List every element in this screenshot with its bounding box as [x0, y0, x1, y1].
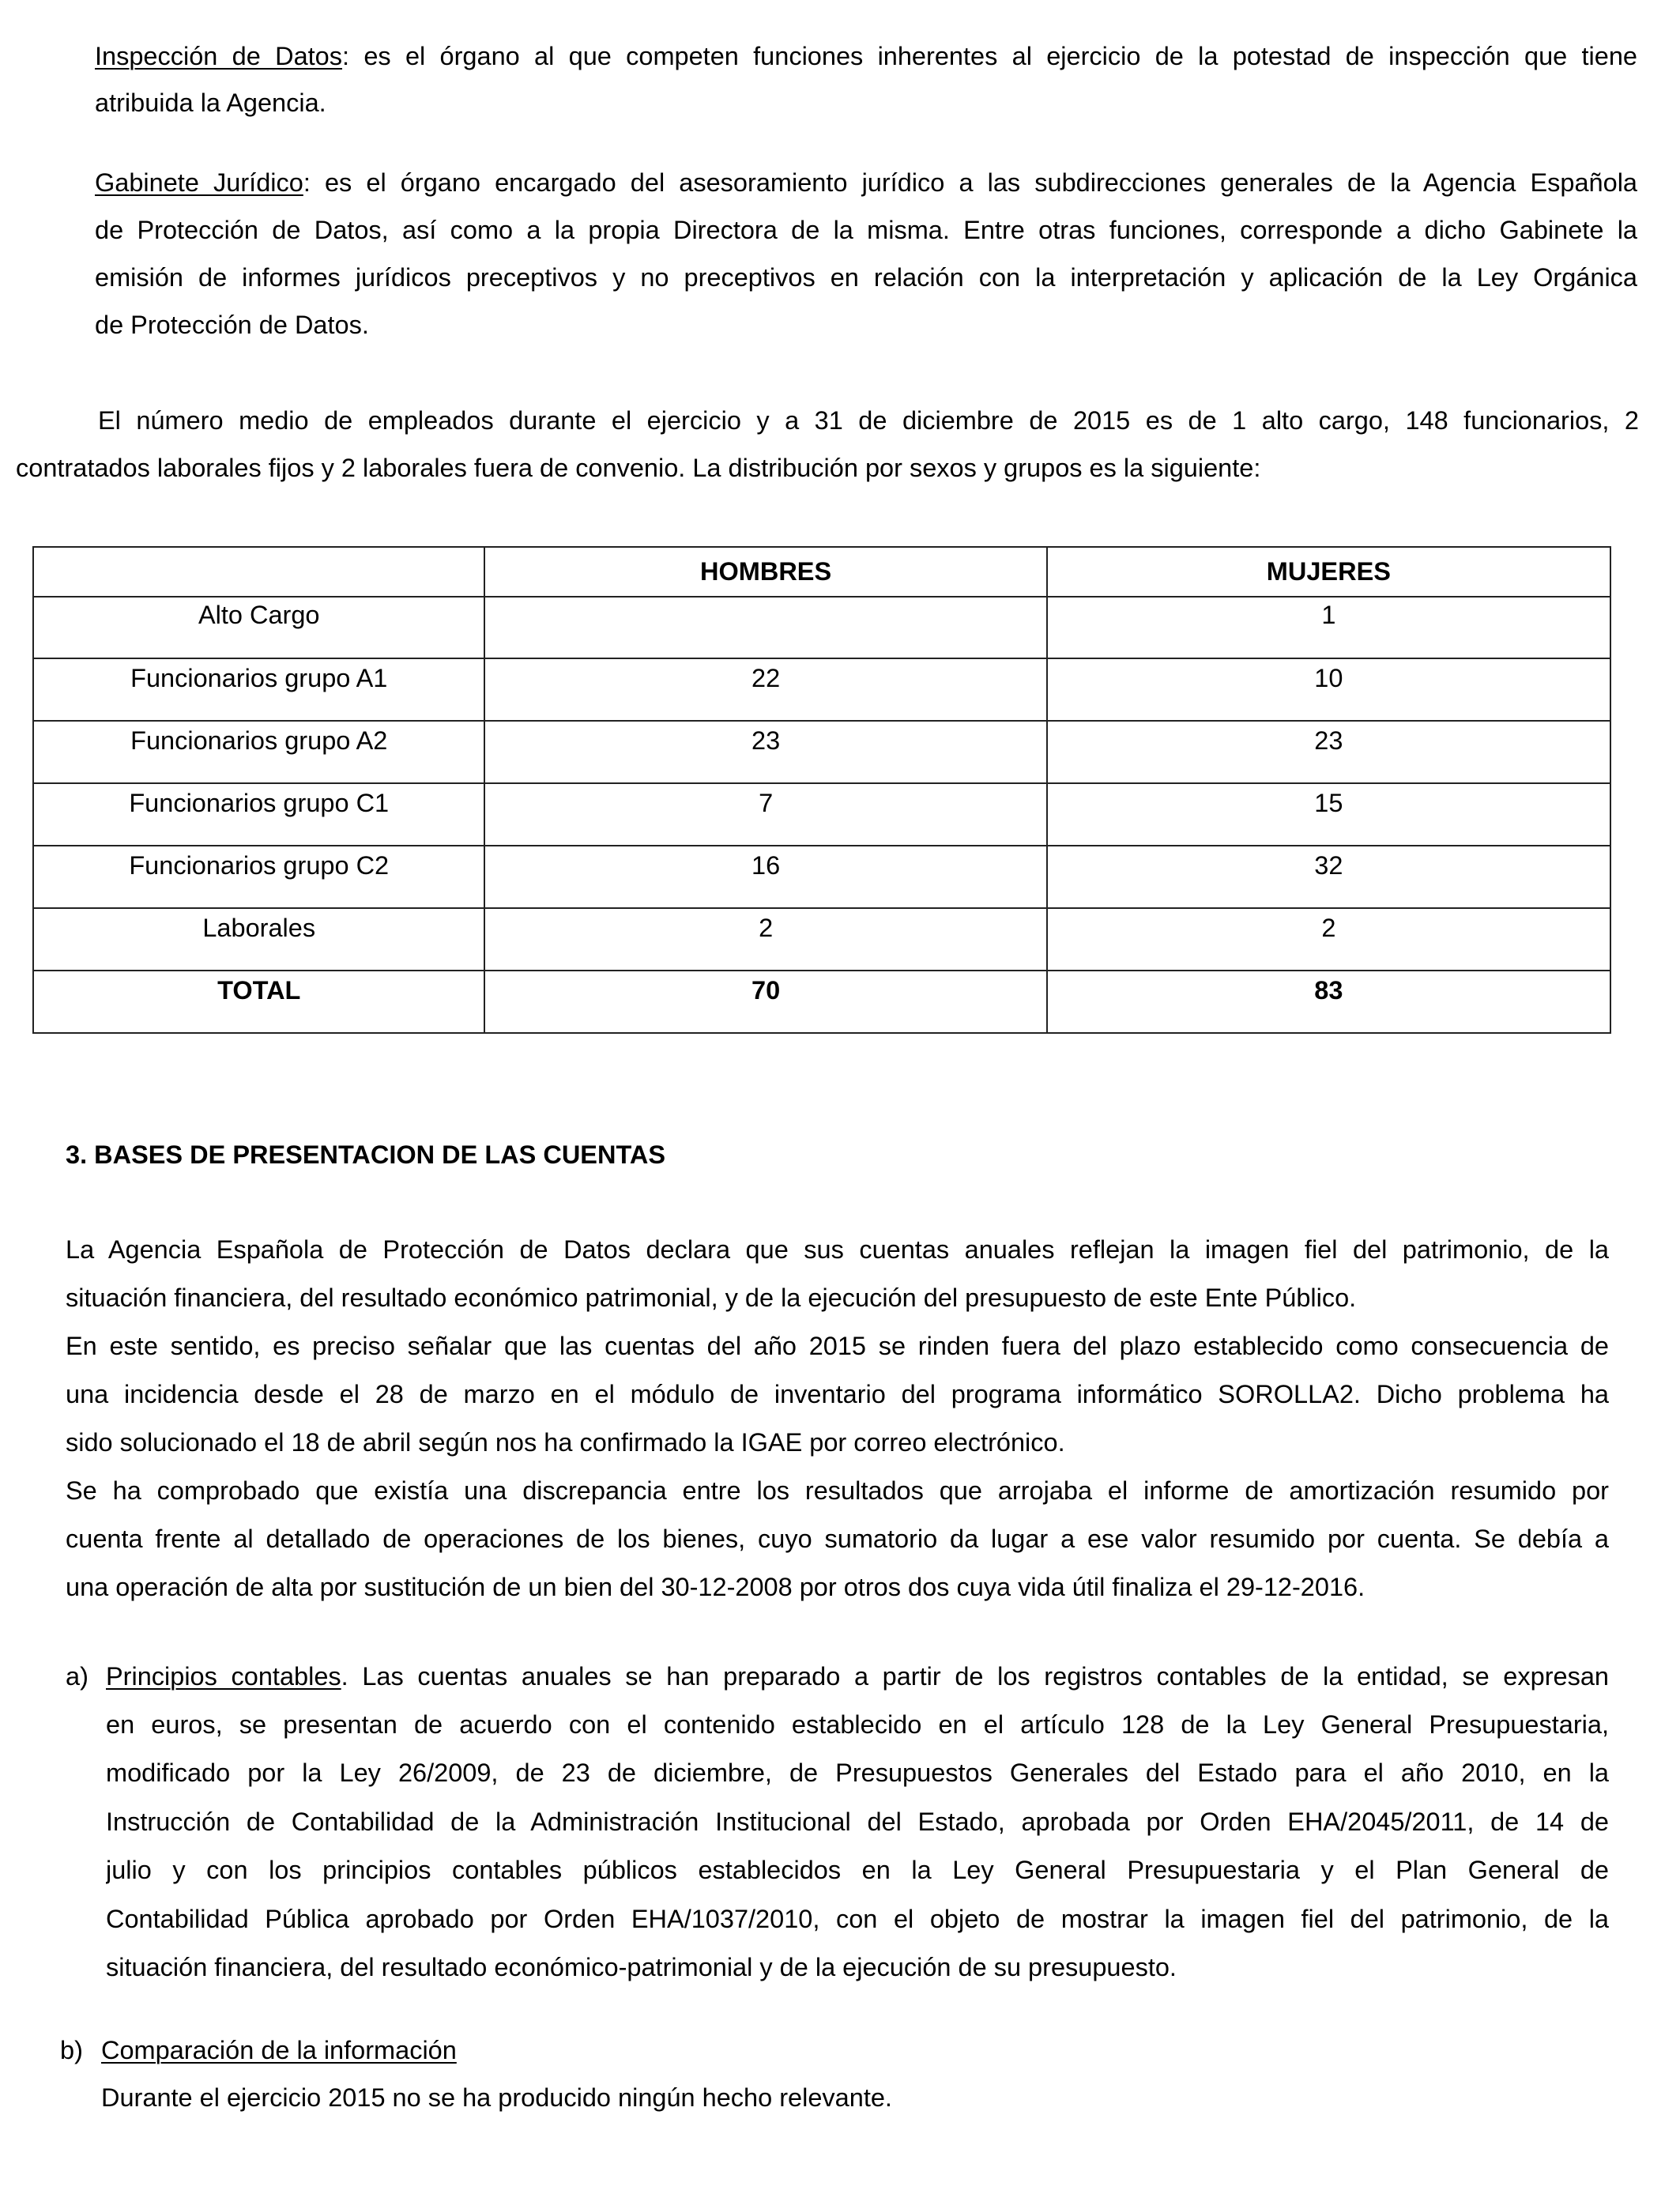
section3-line-2: situación financiera, del resultado económico patrimonial, y de la ejecución del presupuesto de este Ente Público. [66, 1284, 1357, 1312]
gabinete-line-2: de Protección de Datos, así como a la propia Directora de la misma. Entre otras funciones, corresponde a dicho Gabinete la [95, 216, 1637, 244]
item-a-line-2: en euros, se presentan de acuerdo con el contenido establecido en el artículo 128 de la Ley General Presupuestaria, [106, 1710, 1609, 1739]
item-a-marker: a) [66, 1662, 89, 1691]
inspeccion-term: Inspección de Datos [95, 42, 343, 70]
header-cell-mujeres: MUJERES [1047, 547, 1610, 597]
row-mujeres: 15 [1047, 783, 1610, 846]
row-label: Funcionarios grupo A1 [33, 658, 484, 721]
row-mujeres: 1 [1047, 597, 1610, 658]
row-hombres: 16 [484, 846, 1046, 908]
item-b-line-1: Durante el ejercicio 2015 no se ha producido ningún hecho relevante. [101, 2083, 892, 2112]
inspeccion-line-2: atribuida la Agencia. [95, 89, 326, 117]
row-label: Laborales [33, 908, 484, 971]
row-mujeres: 32 [1047, 846, 1610, 908]
item-a-line-5: julio y con los principios contables públicos establecidos en la Ley General Presupuestaria y el Plan General de [106, 1856, 1609, 1884]
row-hombres: 2 [484, 908, 1046, 971]
item-a-line-1 [106, 1661, 1609, 1692]
row-hombres: 23 [484, 721, 1046, 783]
total-mujeres: 83 [1047, 971, 1610, 1033]
section3-line-5: sido solucionado el 18 de abril según nos ha confirmado la IGAE por correo electrónico. [66, 1428, 1065, 1457]
inspeccion-text: : es el órgano al que competen funciones inherentes al ejercicio de la potestad de inspección que tiene [342, 42, 1637, 70]
employees-line-1: El número medio de empleados durante el ejercicio y a 31 de diciembre de 2015 es de 1 alto cargo, 148 funcionarios, 2 [98, 406, 1639, 435]
item-a-text: . Las cuentas anuales se han preparado a partir de los registros contables de la entidad, se expresan [341, 1662, 1609, 1691]
section3-line-7: cuenta frente al detallado de operaciones de los bienes, cuyo sumatorio da lugar a ese valor resumido por cuenta. Se debía a [66, 1525, 1609, 1553]
gabinete-line-4: de Protección de Datos. [95, 311, 369, 339]
header-cell-hombres: HOMBRES [484, 547, 1046, 597]
row-label: Funcionarios grupo A2 [33, 721, 484, 783]
item-a-line-7: situación financiera, del resultado económico-patrimonial y de la ejecución de su presupuesto. [106, 1953, 1177, 1981]
section3-line-8: una operación de alta por sustitución de un bien del 30-12-2008 por otros dos cuya vida útil finaliza el 29-12-2016. [66, 1573, 1365, 1601]
item-a-term: Principios contables [106, 1662, 341, 1691]
section3-line-3: En este sentido, es preciso señalar que las cuentas del año 2015 se rinden fuera del plazo establecido como consecuencia de [66, 1332, 1609, 1360]
row-mujeres: 23 [1047, 721, 1610, 783]
row-mujeres: 10 [1047, 658, 1610, 721]
section-3-heading: 3. BASES DE PRESENTACION DE LAS CUENTAS [66, 1140, 666, 1169]
table-row [33, 658, 1610, 721]
row-label: Funcionarios grupo C1 [33, 783, 484, 846]
row-mujeres: 2 [1047, 908, 1610, 971]
section3-line-1: La Agencia Española de Protección de Datos declara que sus cuentas anuales reflejan la imagen fiel del patrimonio, de la [66, 1235, 1609, 1264]
row-hombres [484, 597, 1046, 658]
row-label: Funcionarios grupo C2 [33, 846, 484, 908]
item-a-line-6: Contabilidad Pública aprobado por Orden EHA/1037/2010, con el objeto de mostrar la imagen fiel del patrimonio, de la [106, 1905, 1609, 1933]
staff-distribution-table [32, 546, 1611, 1034]
table-row [33, 721, 1610, 783]
gabinete-text: : es el órgano encargado del asesoramiento jurídico a las subdirecciones generales de la Agencia Española [303, 168, 1637, 197]
table-row [33, 783, 1610, 846]
employees-line-2: contratados laborales fijos y 2 laborales fuera de convenio. La distribución por sexos y grupos es la siguiente: [16, 454, 1261, 482]
row-label: Alto Cargo [33, 597, 484, 658]
item-a-line-4: Instrucción de Contabilidad de la Administración Institucional del Estado, aprobada por Orden EHA/2045/2011, de 14 de [106, 1808, 1609, 1836]
header-cell-empty [33, 547, 484, 597]
row-hombres: 7 [484, 783, 1046, 846]
total-hombres: 70 [484, 971, 1046, 1033]
total-label: TOTAL [33, 971, 484, 1033]
item-b-term: Comparación de la información [101, 2036, 457, 2064]
section3-line-6: Se ha comprobado que existía una discrepancia entre los resultados que arrojaba el informe de amortización resumido por [66, 1476, 1609, 1505]
table-row [33, 597, 1610, 658]
inspeccion-line-1 [95, 40, 1637, 72]
row-hombres: 22 [484, 658, 1046, 721]
section3-line-4: una incidencia desde el 28 de marzo en el módulo de inventario del programa informático SOROLLA2. Dicho problema ha [66, 1380, 1609, 1408]
table-total-row [33, 971, 1610, 1033]
item-b-marker: b) [60, 2036, 83, 2064]
gabinete-line-1 [95, 167, 1637, 198]
gabinete-term: Gabinete Jurídico [95, 168, 303, 197]
table-row [33, 846, 1610, 908]
table-row [33, 908, 1610, 971]
table-header-row [33, 547, 1610, 597]
gabinete-line-3: emisión de informes jurídicos preceptivos y no preceptivos en relación con la interpretación y aplicación de la Ley Orgánica [95, 263, 1637, 292]
item-a-line-3: modificado por la Ley 26/2009, de 23 de diciembre, de Presupuestos Generales del Estado para el año 2010, en la [106, 1759, 1609, 1787]
